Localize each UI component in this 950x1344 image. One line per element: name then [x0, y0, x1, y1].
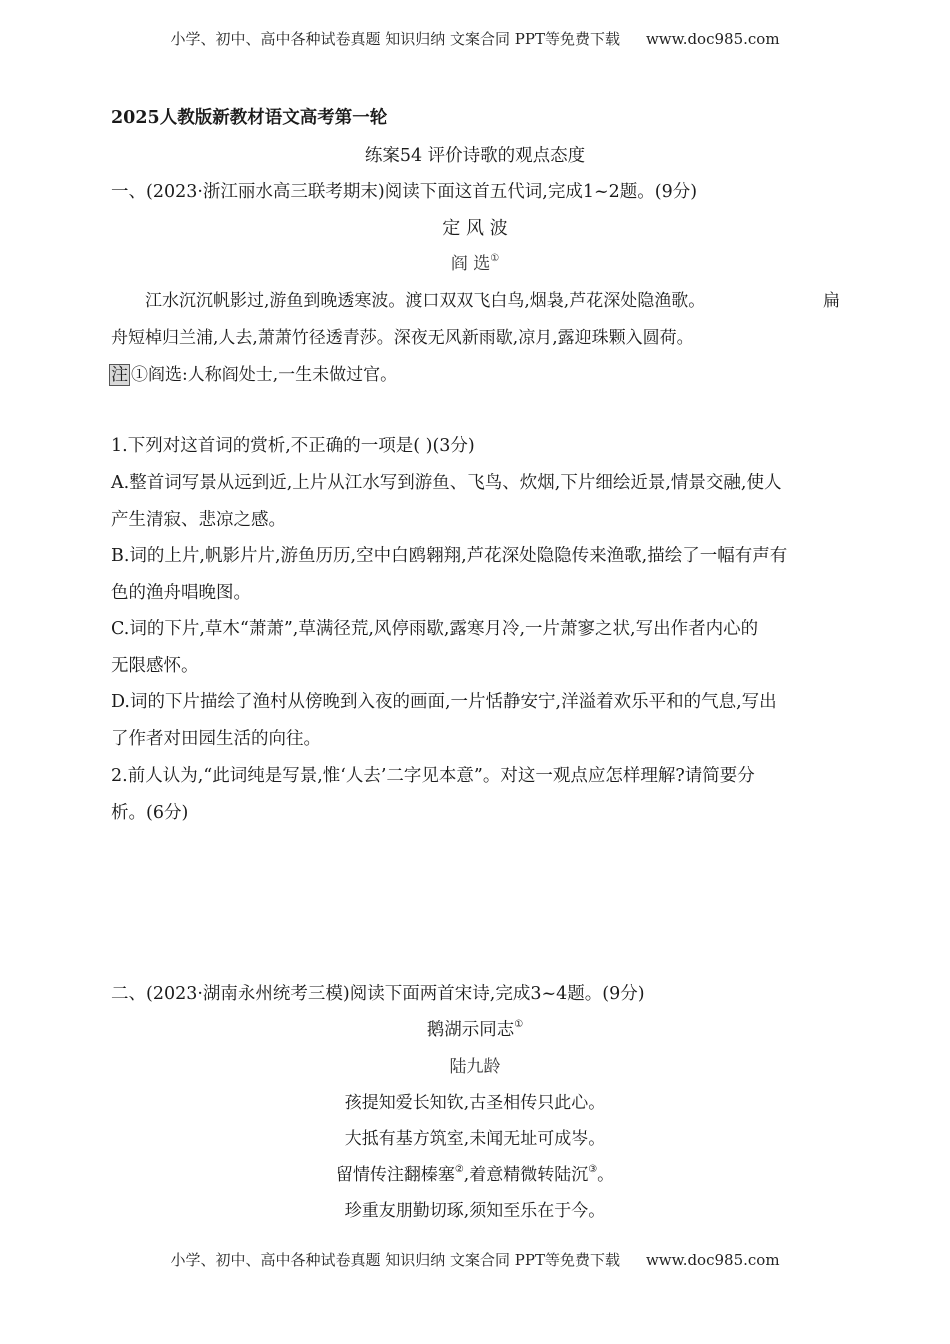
header-site: www.doc985.com: [645, 30, 780, 48]
poem2-title-note-mark: ①: [514, 1019, 524, 1030]
poem1-title: 定 风 波: [442, 218, 508, 239]
q1-option-b-line2: 色的渔舟唱晚图。: [111, 583, 251, 603]
q1-option-d-line1: D.词的下片描绘了渔村从傍晚到入夜的画面,一片恬静安宁,洋溢着欢乐平和的气息,写出: [111, 692, 777, 712]
page-header: [0, 28, 950, 49]
q1-option-a-line1: A.整首词写景从远到近,上片从江水写到游鱼、飞鸟、炊烟,下片细绘近景,情景交融,使人: [111, 473, 782, 493]
poem1-author-name: 阎 选: [450, 254, 491, 274]
q1-stem: [111, 432, 475, 457]
q1-stem-text: 1.下列对这首词的赏析,不正确的一项是( )(3分): [111, 436, 475, 456]
section2-heading: 二、(2023·湖南永州统考三模)阅读下面两首宋诗,完成3~4题。(9分): [111, 984, 645, 1004]
q1-option-d-line2: 了作者对田园生活的向往。: [111, 729, 321, 749]
doc-title: 2025人教版新教材语文高考第一轮: [111, 108, 388, 128]
poem2-line3-part3: 。: [597, 1165, 615, 1185]
poem2-line3-note-mark2: ③: [588, 1164, 598, 1175]
section1-heading: 一、(2023·浙江丽水高三联考期末)阅读下面这首五代词,完成1~2题。(9分): [111, 182, 698, 202]
footer-site: www.doc985.com: [645, 1251, 780, 1269]
footer-text: 小学、初中、高中各种试卷真题 知识归纳 文案合同 PPT等免费下载: [170, 1251, 620, 1269]
header-text: 小学、初中、高中各种试卷真题 知识归纳 文案合同 PPT等免费下载: [170, 30, 620, 48]
page-footer: [0, 1249, 950, 1270]
poem2-line2: 大抵有基方筑室,未闻无址可成岑。: [344, 1129, 606, 1149]
poem2-line3-part2: ,着意精微转陆沉: [463, 1165, 589, 1185]
q1-option-a-line2: 产生清寂、悲凉之感。: [111, 510, 286, 530]
poem2-title: [0, 1016, 950, 1041]
poem1-line1: 江水沉沉帆影过,游鱼到晚透寒波。渡口双双飞白鸟,烟袅,芦花深处隐渔歌。: [145, 291, 706, 311]
poem1-author: [0, 249, 950, 274]
poem2-author: 陆九龄: [449, 1057, 501, 1077]
note-label: 注: [111, 365, 128, 385]
q2-line1: 2.前人认为,“此词纯是写景,惟‘人去’二字见本意”。对这一观点应怎样理解?请简要分: [111, 766, 755, 786]
note-text: ①阎选:人称阎处士,一生未做过官。: [131, 365, 398, 385]
practice-title: 练案54 评价诗歌的观点态度: [364, 146, 586, 166]
poem1-line2: 舟短棹归兰浦,人去,萧萧竹径透青莎。深夜无风新雨歇,凉月,露迎珠颗入圆荷。: [111, 328, 694, 348]
poem2-title-text: 鹅湖示同志: [426, 1020, 515, 1040]
q1-option-c-line1: C.词的下片,草木“萧萧”,草满径荒,风停雨歇,露寒月冷,一片萧寥之状,写出作者内心的: [111, 619, 759, 639]
poem2-line3-part1: 留情传注翻榛塞: [335, 1165, 455, 1185]
poem1-note: [109, 360, 397, 386]
poem2-line4: 珍重友朋勤切琢,须知至乐在于今。: [344, 1201, 606, 1221]
poem1-line1-end: 扁: [823, 291, 840, 311]
poem2-line1: 孩提知爱长知钦,古圣相传只此心。: [344, 1093, 606, 1113]
q2-line2: 析。(6分): [111, 803, 189, 823]
q1-option-c-line2: 无限感怀。: [111, 656, 199, 676]
poem2-line3-note-mark1: ②: [454, 1164, 464, 1175]
poem1-author-note-mark: ①: [490, 253, 500, 264]
poem2-line3: [0, 1160, 950, 1185]
q1-option-b-line1: B.词的上片,帆影片片,游鱼历历,空中白鸥翱翔,芦花深处隐隐传来渔歌,描绘了一幅有声有: [111, 546, 788, 566]
